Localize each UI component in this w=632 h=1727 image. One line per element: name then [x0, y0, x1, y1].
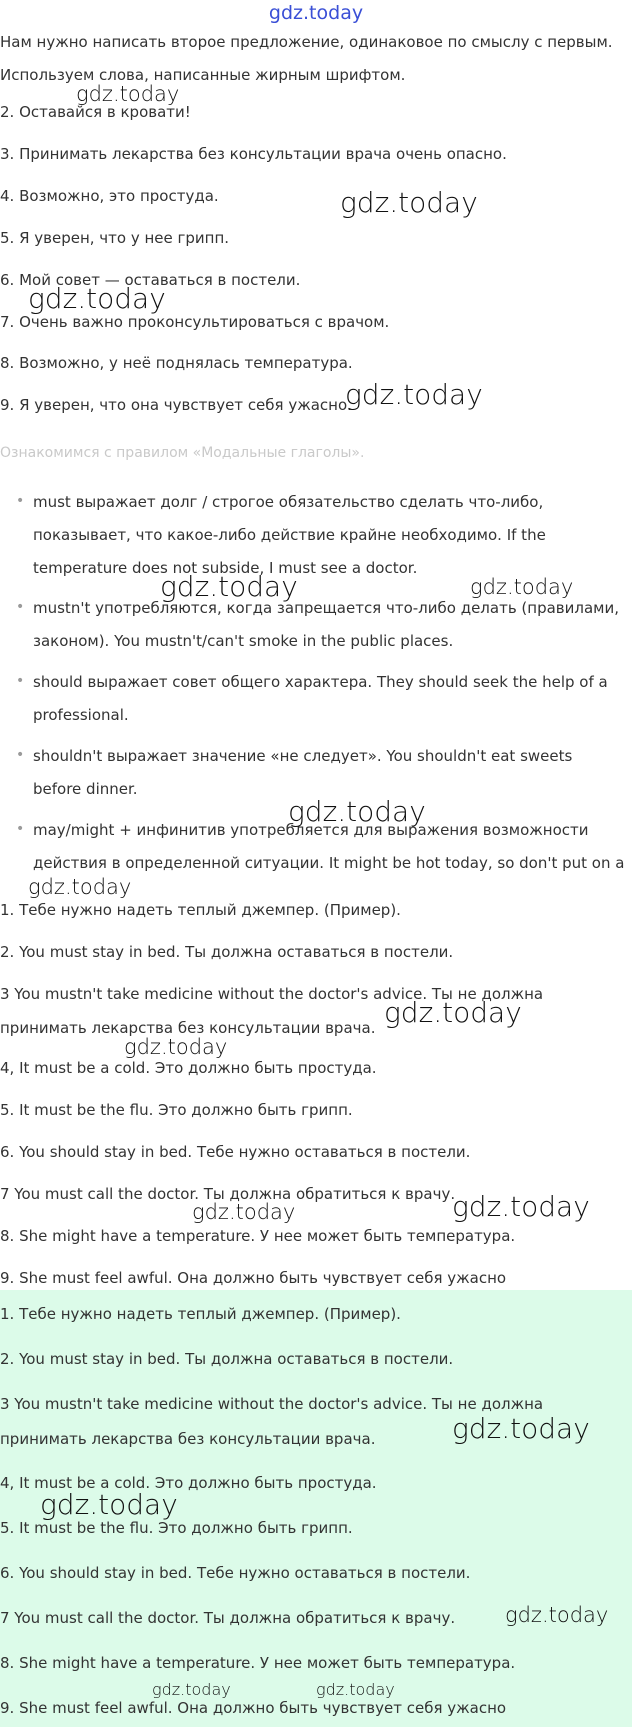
- answer-line: 9. She must feel awful. Она должно быть чувствует себя ужасно: [0, 1269, 507, 1287]
- watermark: gdz.today: [28, 875, 132, 899]
- rule-text: must выражает долг / строгое обязательство сделать что-либо,: [33, 493, 544, 511]
- watermark: gdz.today: [340, 186, 478, 219]
- site-logo[interactable]: gdz.today: [268, 2, 364, 24]
- translation-item: 7. Очень важно проконсультироваться с врачом.: [0, 313, 390, 331]
- translation-item: 6. Мой совет — оставаться в постели.: [0, 271, 301, 289]
- watermark: gdz.today: [160, 570, 298, 603]
- intro-line: Нам нужно написать второе предложение, одинаковое по смыслу с первым.: [0, 33, 613, 51]
- answer-line: 6. You should stay in bed. Тебе нужно оставаться в постели.: [0, 1143, 471, 1161]
- translation-item: 3. Принимать лекарства без консультации врача очень опасно.: [0, 145, 507, 163]
- rules-heading: Ознакомимся с правилом «Модальные глаголы».: [0, 445, 365, 461]
- answer-line: 7 You must call the doctor. Ты должна обратиться к врачу.: [0, 1609, 456, 1627]
- answer-line: 1. Тебе нужно надеть теплый джемпер. (Пример).: [0, 1305, 401, 1323]
- answer-line: 8. She might have a temperature. У нее может быть температура.: [0, 1227, 516, 1245]
- answer-line: принимать лекарства без консультации врача.: [0, 1430, 376, 1448]
- translation-item: 8. Возможно, у неё поднялась температура.: [0, 354, 353, 372]
- watermark: gdz.today: [316, 1680, 395, 1699]
- answer-line: 2. You must stay in bed. Ты должна оставаться в постели.: [0, 1350, 454, 1368]
- translation-item: 4. Возможно, это простуда.: [0, 187, 219, 205]
- answer-line: 3 You mustn't take medicine without the doctor's advice. Ты не должна: [0, 1395, 544, 1413]
- watermark: gdz.today: [345, 378, 483, 411]
- translation-item: 2. Оставайся в кровати!: [0, 103, 191, 121]
- answer-line: 6. You should stay in bed. Тебе нужно оставаться в постели.: [0, 1564, 471, 1582]
- watermark: gdz.today: [452, 1412, 590, 1445]
- watermark: gdz.today: [452, 1190, 590, 1223]
- answer-line: 9. She must feel awful. Она должно быть чувствует себя ужасно: [0, 1699, 507, 1717]
- rule-text: before dinner.: [33, 780, 138, 798]
- bullet-icon: •: [16, 747, 25, 763]
- rule-text: действия в определенной ситуации. It might be hot today, so don't put on a: [33, 854, 625, 872]
- answer-line: 2. You must stay in bed. Ты должна оставаться в постели.: [0, 943, 454, 961]
- rule-text: may/might + инфинитив употребляется для выражения возможности: [33, 821, 589, 839]
- answer-line: 5. It must be the flu. Это должно быть грипп.: [0, 1101, 353, 1119]
- rule-text: законом). You mustn't/can't smoke in the public places.: [33, 632, 454, 650]
- translation-item: 5. Я уверен, что у нее грипп.: [0, 229, 230, 247]
- bullet-icon: •: [16, 599, 25, 615]
- answer-line: 4, It must be a cold. Это должно быть простуда.: [0, 1059, 377, 1077]
- answer-line: 1. Тебе нужно надеть теплый джемпер. (Пример).: [0, 901, 401, 919]
- watermark: gdz.today: [124, 1035, 228, 1059]
- rule-text: temperature does not subside, I must see a doctor.: [33, 559, 418, 577]
- watermark: gdz.today: [40, 1488, 178, 1521]
- answer-line: 7 You must call the doctor. Ты должна обратиться к врачу.: [0, 1185, 456, 1203]
- answer-line: 3 You mustn't take medicine without the doctor's advice. Ты не должна: [0, 985, 544, 1003]
- bullet-icon: •: [16, 673, 25, 689]
- rule-text: mustn't употребляются, когда запрещается что-либо делать (правилами,: [33, 599, 619, 617]
- watermark: gdz.today: [470, 575, 574, 599]
- watermark: gdz.today: [505, 1603, 609, 1627]
- bullet-icon: •: [16, 821, 25, 837]
- answer-line: 5. It must be the flu. Это должно быть грипп.: [0, 1519, 353, 1537]
- intro-line: Используем слова, написанные жирным шрифтом.: [0, 66, 406, 84]
- watermark: gdz.today: [28, 282, 166, 315]
- rule-text: should выражает совет общего характера. They should seek the help of a: [33, 673, 608, 691]
- bullet-icon: •: [16, 493, 25, 509]
- watermark: gdz.today: [76, 82, 180, 106]
- watermark: gdz.today: [288, 795, 426, 828]
- watermark: gdz.today: [192, 1200, 296, 1224]
- watermark: gdz.today: [384, 996, 522, 1029]
- watermark: gdz.today: [152, 1680, 231, 1699]
- answer-line: 8. She might have a temperature. У нее может быть температура.: [0, 1654, 516, 1672]
- translation-item: 9. Я уверен, что она чувствует себя ужасно.: [0, 396, 352, 414]
- rule-text: professional.: [33, 706, 129, 724]
- answer-line: 4, It must be a cold. Это должно быть простуда.: [0, 1474, 377, 1492]
- rule-text: показывает, что какое-либо действие крайне необходимо. If the: [33, 526, 546, 544]
- rule-text: shouldn't выражает значение «не следует». You shouldn't eat sweets: [33, 747, 573, 765]
- answer-line: принимать лекарства без консультации врача.: [0, 1019, 376, 1037]
